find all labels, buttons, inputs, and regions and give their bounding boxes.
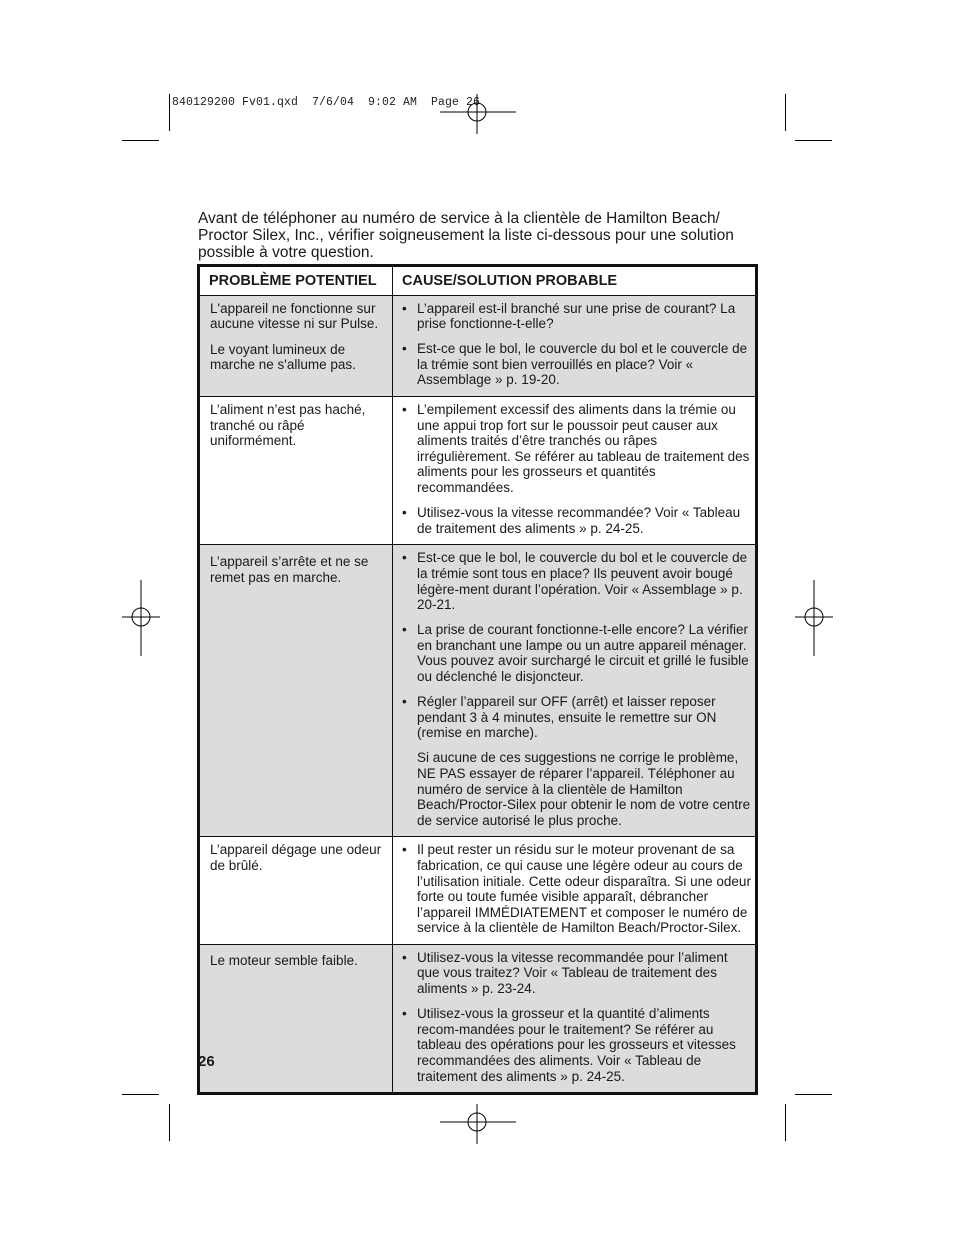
table-row bbox=[199, 397, 757, 545]
table-row bbox=[199, 944, 757, 1093]
problem-text: Le moteur semble faible. bbox=[210, 952, 358, 968]
cause-item: • Utilisez-vous la vitesse recommandée pour l’aliment que vous traitez? Voir « Tableau de traitement des aliments » p. 23-24. bbox=[417, 950, 751, 997]
print-slug: 840129200 Fv01.qxd 7/6/04 9:02 AM Page 26 bbox=[172, 96, 481, 109]
crop-mark bbox=[169, 1104, 170, 1141]
intro-line: Proctor Silex, Inc., vérifier soigneusement la liste ci-dessous pour une solution bbox=[198, 227, 734, 244]
cause-note: Si aucune de ces suggestions ne corrige le problème, NE PAS essayer de réparer l’appareil. Téléphoner au numéro de service à la clientèle de Hamilton Beach/Proctor-Silex pour obtenir le nom de votre centre de service autorisé le plus proche. bbox=[417, 750, 751, 828]
cause-item: • Est-ce que le bol, le couvercle du bol et le couvercle de la trémie sont bien verrouillés en place? Voir « Assemblage » p. 19-20. bbox=[417, 341, 751, 388]
cause-item: • Est-ce que le bol, le couvercle du bol et le couvercle de la trémie sont tous en place? Ils peuvent avoir bougé légère-ment durant l’opération. Voir « Assemblage » p. 20-21. bbox=[417, 550, 751, 612]
cause-item: • L’appareil est-il branché sur une prise de courant? La prise fonctionne-t-elle? bbox=[417, 301, 751, 332]
intro-line: Avant de téléphoner au numéro de service à la clientèle de Hamilton Beach/ bbox=[198, 210, 720, 227]
problem-text: L'appareil ne fonctionne sur aucune vitesse ni sur Pulse. bbox=[210, 300, 379, 332]
cause-cell bbox=[393, 295, 757, 396]
cause-cell bbox=[393, 944, 757, 1093]
cause-cell bbox=[393, 397, 757, 545]
table-row bbox=[199, 545, 757, 837]
crop-mark bbox=[795, 1094, 832, 1095]
table-row bbox=[199, 295, 757, 396]
cause-cell bbox=[393, 545, 757, 837]
cause-list bbox=[417, 550, 751, 828]
registration-mark-icon bbox=[440, 1104, 516, 1144]
cause-item: • L’empilement excessif des aliments dans la trémie ou une appui trop fort sur le poussoir peut causer aux aliments traités d’être tranchés ou râpes irrégulièrement. Se référer au tableau de traitement des aliments pour les grosseurs et quantités recommandées. bbox=[417, 402, 751, 496]
crop-mark bbox=[785, 94, 786, 131]
header-cause: CAUSE/SOLUTION PROBABLE bbox=[393, 266, 757, 296]
header-problem: PROBLÈME POTENTIEL bbox=[199, 266, 393, 296]
cause-item: • Il peut rester un résidu sur le moteur provenant de sa fabrication, ce qui cause une légère odeur au cours de l’utilisation initiale. Cette odeur disparaîtra. Si une odeur forte ou toute fumée visible apparaît, débrancher l’appareil IMMÉDIATEMENT et composer le numéro de service à la clientèle de Hamilton Beach/Proctor-Silex. bbox=[417, 842, 751, 936]
crop-mark bbox=[795, 140, 832, 141]
intro-line: possible à votre question. bbox=[198, 244, 374, 261]
cause-list bbox=[417, 950, 751, 1084]
registration-mark-icon bbox=[122, 580, 160, 656]
cause-list bbox=[417, 402, 751, 536]
problem-text: Le voyant lumineux de marche ne s'allume pas. bbox=[210, 341, 356, 373]
problem-text: L’appareil dégage une odeur de brûlé. bbox=[210, 842, 382, 873]
table-header-row bbox=[199, 266, 757, 296]
page-number: 26 bbox=[198, 1053, 215, 1070]
crop-mark bbox=[122, 140, 159, 141]
cause-item: • La prise de courant fonctionne-t-elle encore? La vérifier en branchant une lampe ou un autre appareil ménager. Vous pouvez avoir surchargé le circuit et grillé le fusible ou déclenché le disjoncteur. bbox=[417, 622, 751, 684]
problem-cell bbox=[199, 397, 393, 545]
table-row bbox=[199, 837, 757, 945]
cause-list bbox=[417, 301, 751, 388]
problem-cell bbox=[199, 944, 393, 1093]
cause-item: • Régler l’appareil sur OFF (arrêt) et laisser reposer pendant 3 à 4 minutes, ensuite le remettre sur ON (remise en marche). bbox=[417, 694, 751, 741]
problem-text: L’aliment n’est pas haché, tranché ou râpé uniformément. bbox=[210, 402, 366, 449]
crop-mark bbox=[122, 1094, 159, 1095]
problem-cell bbox=[199, 545, 393, 837]
cause-cell bbox=[393, 837, 757, 945]
registration-mark-icon bbox=[795, 580, 833, 656]
problem-text: L’appareil s’arrête et ne se remet pas en marche. bbox=[210, 554, 369, 585]
intro-paragraph bbox=[198, 210, 758, 261]
cause-item: • Utilisez-vous la grosseur et la quantité d’aliments recom-mandées pour le traitement? Se référer au tableau des opérations pour les grosseurs et vitesses recommandées des aliments. Voir « Tableau de traitement des aliments » p. 24-25. bbox=[417, 1006, 751, 1084]
troubleshooting-table bbox=[197, 264, 758, 1095]
cause-item: • Utilisez-vous la vitesse recommandée? Voir « Tableau de traitement des aliments » p. 24-25. bbox=[417, 505, 751, 536]
problem-cell bbox=[199, 295, 393, 396]
crop-mark bbox=[169, 94, 170, 131]
registration-mark-icon bbox=[440, 94, 516, 134]
problem-cell bbox=[199, 837, 393, 945]
cause-list bbox=[417, 842, 751, 936]
crop-mark bbox=[785, 1104, 786, 1141]
